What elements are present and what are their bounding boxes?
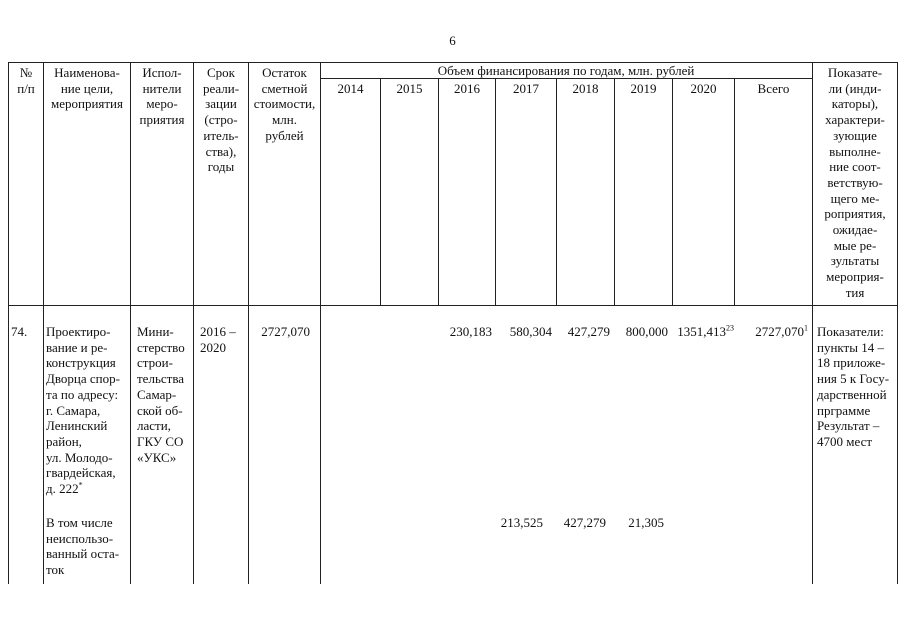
row-executor: Мини- стерство строи- тельства Самар- ской об- ласти, ГКУ СО «УКС» [137,324,185,465]
header-financing-title: Объем финансирования по годам, млн. рублей [437,63,695,78]
header-year-2015: 2015 [396,81,423,96]
row-value-2018: 427,279 [567,324,610,339]
row-value-2019: 800,000 [625,324,668,339]
row-value-2020: 1351,413$^{23}$ [677,323,734,339]
row-remainder: 2727,070 [261,324,310,339]
header-year-2016: 2016 [454,81,480,96]
row-indicators: Показатели: пункты 14 – 18 приложе- ния 5 к Госу- дарственной пргрaмме Результат – 4700 мест [817,324,890,449]
header-total: Всего [757,81,790,96]
row-name: Проектиро- вание и ре- конструкция Дворца спор- та по адресу: г. Самара, Ленинский район, ул. Молодо- гвардейская, д. 222* [46,324,120,497]
subrow-value-2018: 427,279 [563,515,606,530]
subrow-value-2017: 213,525 [500,515,543,530]
header-year-2020: 2020 [690,81,717,96]
header-year-2014: 2014 [337,81,364,96]
header-name: Наименова- ние цели, мероприятия [50,65,123,112]
header-term: Срок реали- зации (стро- итель- ства), годы [202,65,240,175]
header-indicators: Показате- ли (инди- каторы), характери- зующие выполне- ние соот- ветствую- щего ме- роприятия, ожидае- мые ре- зультаты мероприя- тия [824,65,886,300]
row-value-2016: 230,183 [449,324,492,339]
subrow-name: В том числе неиспользо- ванный оста- ток [46,515,120,578]
header-remainder: Остаток сметной стоимости, млн. рублей [253,65,316,143]
page-number: 6 [449,33,456,48]
row-name-footnote: * [78,480,83,490]
header-year-2018: 2018 [572,81,599,96]
row-value-2020-footnote: 23 [726,323,734,333]
row-term: 2016 – 2020 [200,324,236,355]
header-number: № п/п [17,65,35,96]
header-executor: Испол- нители меро- приятия [139,65,185,128]
row-total: 2727,070$^1$ [755,323,808,339]
row-total-footnote: 1 [804,323,808,333]
row-value-2017: 580,304 [509,324,552,339]
header-year-2017: 2017 [513,81,539,96]
subrow-value-2019: 21,305 [628,515,664,530]
row-number: 74. [11,324,28,339]
header-year-2019: 2019 [630,81,657,96]
